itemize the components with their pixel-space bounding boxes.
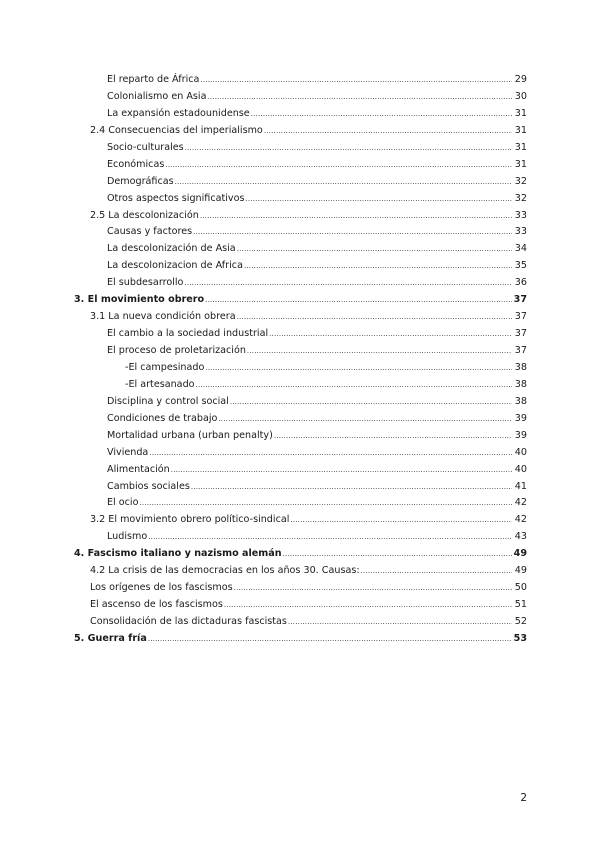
toc-entry-title: La expansión estadounidense — [107, 107, 250, 119]
toc-dot-leader — [283, 546, 512, 563]
toc-entry-page: 39 — [514, 429, 527, 441]
toc-entry-page: 53 — [513, 632, 527, 644]
toc-entry-title: Colonialismo en Asia — [107, 90, 207, 102]
toc-dot-leader — [200, 72, 512, 89]
toc-dot-leader — [207, 89, 512, 106]
toc-entry-page: 36 — [514, 277, 527, 289]
toc-entry[interactable] — [0, 631, 600, 648]
toc-dot-leader — [184, 275, 512, 292]
toc-entry-title: Vivienda — [107, 446, 149, 458]
toc-entry-title: El subdesarrollo — [107, 277, 184, 289]
toc-dot-leader — [230, 394, 512, 411]
toc-entry-page: 30 — [514, 90, 527, 102]
toc-entry[interactable] — [0, 580, 600, 597]
toc-entry[interactable] — [0, 529, 600, 546]
toc-dot-leader — [205, 292, 512, 309]
toc-dot-leader — [269, 326, 512, 343]
toc-entry-page: 49 — [513, 548, 527, 560]
toc-dot-leader — [247, 343, 512, 360]
toc-entry[interactable] — [0, 89, 600, 106]
toc-entry-page: 39 — [514, 412, 527, 424]
toc-entry-page: 38 — [514, 395, 527, 407]
table-of-contents — [0, 72, 600, 648]
toc-entry-title: 3. El movimiento obrero — [74, 294, 205, 306]
toc-entry-title: 2.4 Consecuencias del imperialismo — [90, 124, 263, 136]
toc-dot-leader — [274, 428, 512, 445]
toc-entry-page: 51 — [514, 599, 527, 611]
toc-entry-page: 34 — [514, 243, 527, 255]
toc-entry[interactable] — [0, 495, 600, 512]
toc-dot-leader — [196, 377, 512, 394]
toc-dot-leader — [175, 174, 512, 191]
toc-dot-leader — [200, 208, 512, 225]
toc-entry[interactable] — [0, 343, 600, 360]
toc-entry-page: 37 — [514, 328, 527, 340]
toc-dot-leader — [288, 614, 512, 631]
toc-entry-title: Alimentación — [107, 463, 170, 475]
toc-entry-title: Mortalidad urbana (urban penalty) — [107, 429, 273, 441]
toc-entry-title: 2.5 La descolonización — [90, 209, 199, 221]
toc-entry[interactable] — [0, 224, 600, 241]
toc-entry-page: 38 — [514, 361, 527, 373]
toc-dot-leader — [193, 224, 512, 241]
toc-dot-leader — [205, 360, 512, 377]
toc-entry-title: El cambio a la sociedad industrial — [107, 328, 269, 340]
toc-entry[interactable] — [0, 360, 600, 377]
toc-dot-leader — [245, 191, 512, 208]
toc-entry-page: 33 — [514, 209, 527, 221]
toc-entry[interactable] — [0, 208, 600, 225]
toc-entry-title: 3.1 La nueva condición obrera — [90, 311, 236, 323]
toc-dot-leader — [237, 241, 512, 258]
toc-dot-leader — [165, 157, 512, 174]
page-number: 2 — [520, 792, 527, 804]
toc-entry-title: 3.2 El movimiento obrero político-sindical — [90, 514, 290, 526]
toc-entry-title: El reparto de África — [107, 74, 200, 85]
toc-entry[interactable] — [0, 191, 600, 208]
toc-dot-leader — [171, 462, 512, 479]
toc-entry-page: 42 — [514, 497, 527, 509]
toc-entry-page: 37 — [514, 345, 527, 356]
toc-entry-page: 31 — [514, 158, 527, 170]
toc-entry-title: Cambios sociales — [107, 480, 190, 492]
toc-entry-title: 4.2 La crisis de las democracias en los años 30. Causas: — [90, 565, 360, 577]
toc-entry-title: Socio-culturales — [107, 141, 184, 153]
toc-entry[interactable] — [0, 258, 600, 275]
toc-dot-leader — [244, 258, 512, 275]
toc-entry-page: 31 — [514, 124, 527, 136]
toc-entry-page: 40 — [514, 446, 527, 458]
toc-dot-leader — [149, 445, 512, 462]
toc-entry[interactable] — [0, 411, 600, 428]
toc-entry[interactable] — [0, 479, 600, 496]
toc-entry-title: Disciplina y control social — [107, 395, 229, 407]
toc-dot-leader — [361, 563, 512, 580]
toc-entry[interactable] — [0, 174, 600, 191]
toc-entry[interactable] — [0, 546, 600, 563]
toc-entry[interactable] — [0, 292, 600, 309]
toc-entry-title: -El campesinado — [125, 361, 205, 373]
toc-entry[interactable] — [0, 445, 600, 462]
toc-entry[interactable] — [0, 377, 600, 394]
toc-entry[interactable] — [0, 123, 600, 140]
toc-entry-page: 49 — [514, 565, 527, 577]
toc-entry-title: -El artesanado — [125, 378, 195, 390]
toc-entry[interactable] — [0, 563, 600, 580]
toc-entry[interactable] — [0, 72, 600, 89]
toc-entry-page: 37 — [514, 311, 527, 323]
toc-entry[interactable] — [0, 275, 600, 292]
toc-entry-title: Los orígenes de los fascismos — [90, 582, 233, 594]
toc-entry[interactable] — [0, 106, 600, 123]
toc-entry-title: La descolonización de Asia — [107, 243, 236, 255]
toc-entry-title: Causas y factores — [107, 226, 193, 238]
toc-entry-title: La descolonizacion de Africa — [107, 260, 243, 272]
toc-entry-title: El ocio — [107, 497, 139, 509]
toc-entry-page: 43 — [514, 531, 527, 543]
toc-entry-title: Otros aspectos significativos — [107, 192, 245, 204]
toc-entry-page: 50 — [514, 582, 527, 594]
toc-entry-page: 37 — [513, 294, 527, 306]
toc-dot-leader — [218, 411, 512, 428]
toc-entry-page: 42 — [514, 514, 527, 526]
toc-entry-page: 40 — [514, 463, 527, 475]
toc-entry[interactable] — [0, 462, 600, 479]
toc-entry[interactable] — [0, 394, 600, 411]
toc-dot-leader — [264, 123, 512, 140]
toc-dot-leader — [148, 529, 512, 546]
toc-entry-title: El proceso de proletarización — [107, 345, 246, 356]
toc-entry-title: Demográficas — [107, 175, 174, 187]
toc-entry[interactable] — [0, 614, 600, 631]
toc-dot-leader — [185, 140, 512, 157]
toc-entry[interactable] — [0, 597, 600, 614]
toc-entry-page: 31 — [514, 107, 527, 119]
toc-entry[interactable] — [0, 428, 600, 445]
toc-entry[interactable] — [0, 326, 600, 343]
toc-entry-page: 31 — [514, 141, 527, 153]
toc-entry-page: 52 — [514, 616, 527, 627]
toc-entry[interactable] — [0, 157, 600, 174]
toc-entry-title: El ascenso de los fascismos — [90, 599, 223, 611]
toc-entry-page: 35 — [514, 260, 527, 272]
toc-entry-title: Consolidación de las dictaduras fascistas — [90, 616, 287, 627]
toc-dot-leader — [224, 597, 512, 614]
toc-entry-title: Económicas — [107, 158, 165, 170]
toc-entry-page: 38 — [514, 378, 527, 390]
toc-dot-leader — [290, 512, 512, 529]
toc-dot-leader — [148, 631, 512, 648]
toc-dot-leader — [191, 479, 512, 496]
toc-dot-leader — [234, 580, 512, 597]
toc-dot-leader — [251, 106, 512, 123]
toc-dot-leader — [139, 495, 512, 512]
toc-entry-page: 41 — [514, 480, 527, 492]
toc-entry-title: 5. Guerra fría — [74, 632, 147, 644]
toc-entry[interactable] — [0, 241, 600, 258]
toc-entry-page: 29 — [514, 74, 527, 85]
toc-entry-title: Ludismo — [107, 531, 148, 543]
toc-entry[interactable] — [0, 309, 600, 326]
toc-entry[interactable] — [0, 512, 600, 529]
toc-entry-page: 32 — [514, 192, 527, 204]
toc-entry-page: 32 — [514, 175, 527, 187]
toc-entry-page: 33 — [514, 226, 527, 238]
toc-entry-title: Condiciones de trabajo — [107, 412, 218, 424]
toc-entry-title: 4. Fascismo italiano y nazismo alemán — [74, 548, 282, 560]
toc-dot-leader — [237, 309, 512, 326]
toc-entry[interactable] — [0, 140, 600, 157]
